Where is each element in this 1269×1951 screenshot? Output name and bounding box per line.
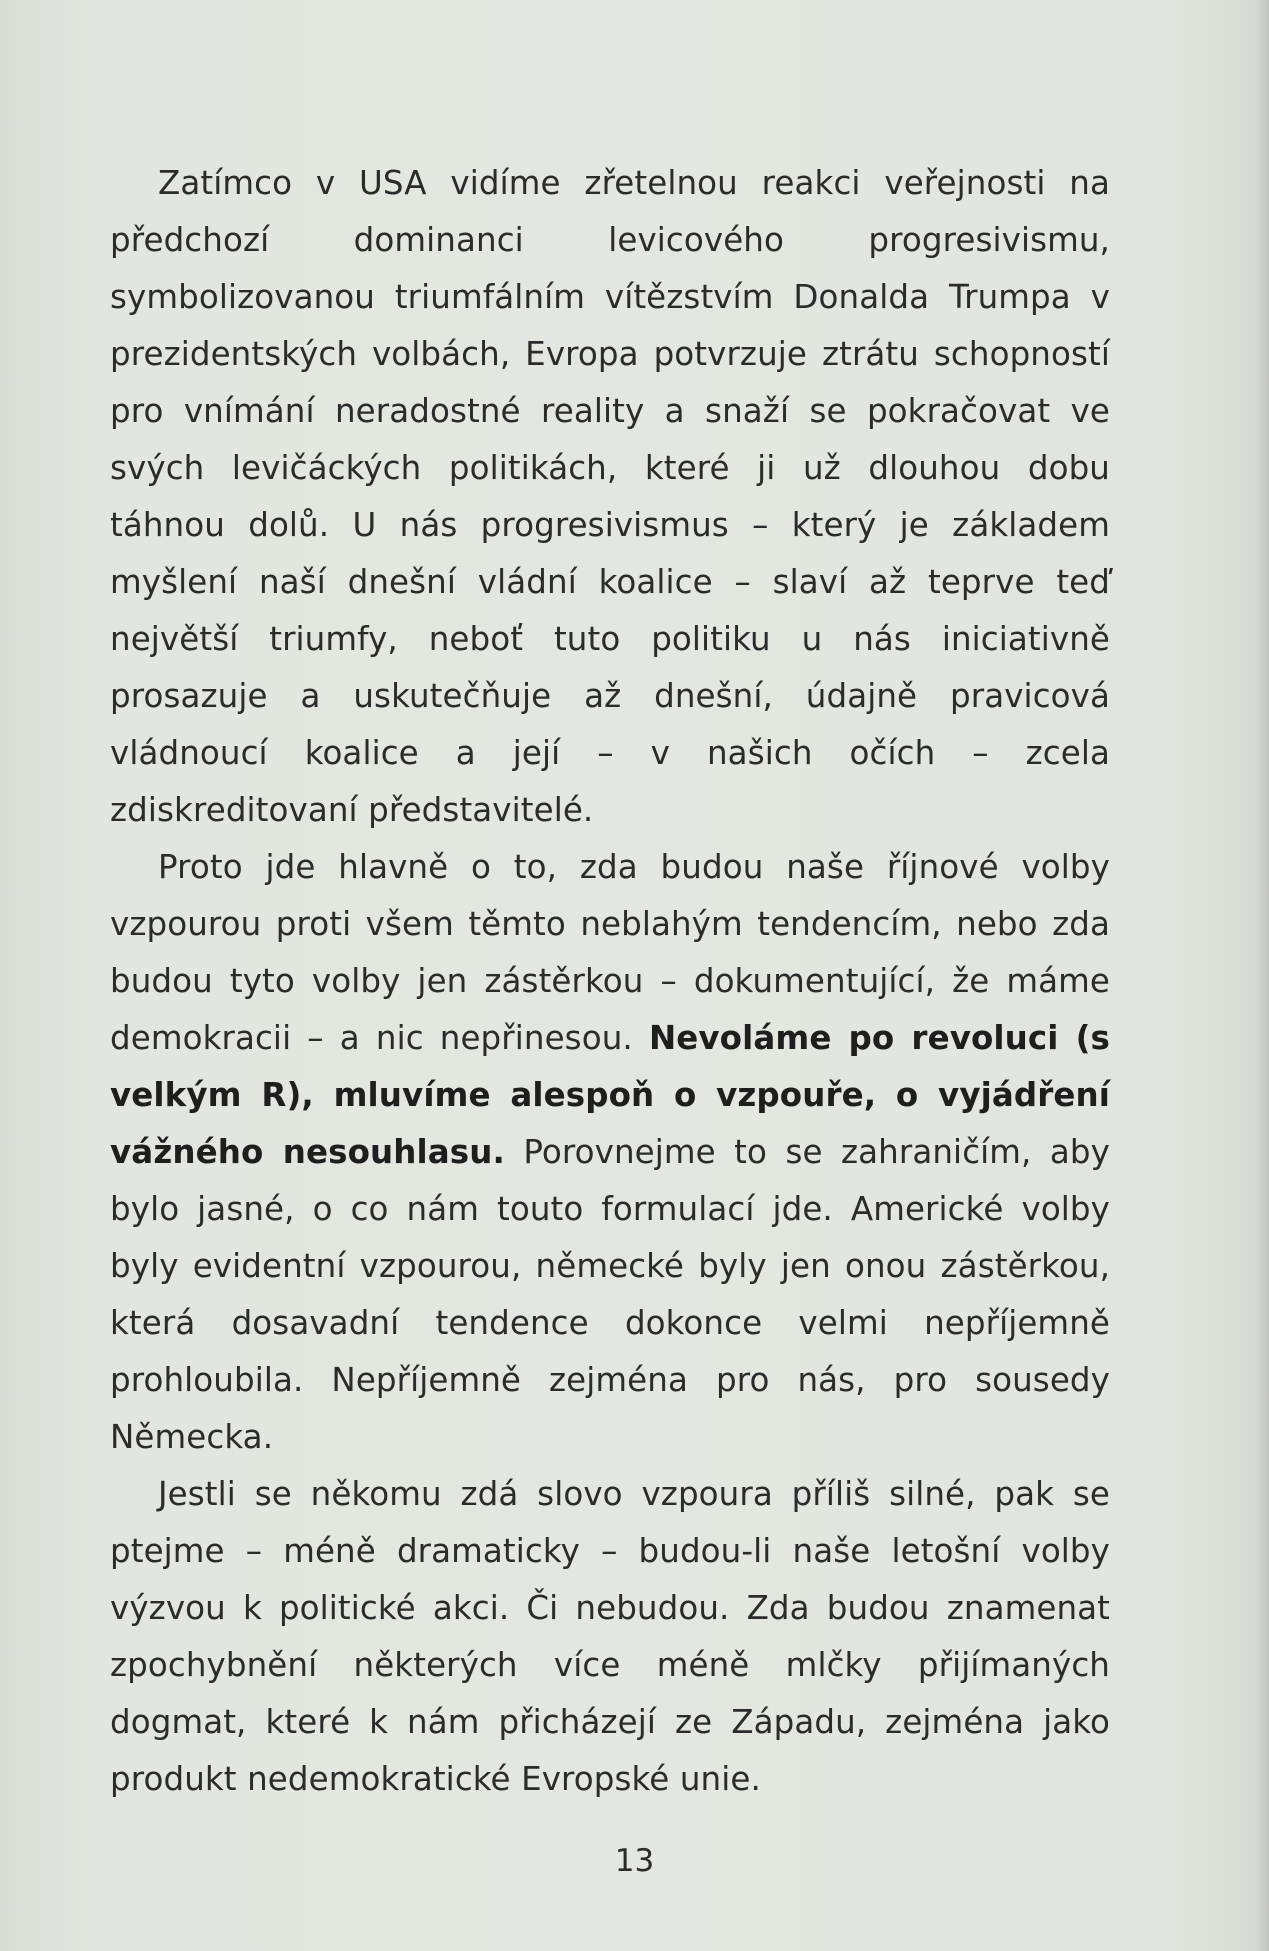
paragraph-2 xyxy=(110,839,1110,1466)
body-text xyxy=(110,155,1110,1808)
paragraph-2-text-start: Proto jde hlavně o to, zda budou naše říjnové volby vzpourou proti všem těmto neblahým tendencím, nebo zda budou tyto volby jen zástěrkou – dokumentující, že máme demokracii – a nic nepřinesou. xyxy=(110,848,1110,1057)
paragraph-2-bold-statement: Nevoláme po revoluci (s velkým R), mluvíme alespoň o vzpouře, o vyjádření vážného nesouhlasu. xyxy=(110,1019,1110,1171)
paragraph-3-text: Jestli se někomu zdá slovo vzpoura příliš silné, pak se ptejme – méně dramaticky – budou-li naše letošní volby výzvou k politické akci. Či nebudou. Zda budou znamenat zpochybnění některých více méně mlčky přijímaných dogmat, které k nám přicházejí ze Západu, zejména jako produkt nedemokratické Evropské unie. xyxy=(110,1475,1110,1798)
paragraph-1-text: Zatímco v USA vidíme zřetelnou reakci veřejnosti na předchozí dominanci levicového progresivismu, symbolizovanou triumfálním vítězstvím Donalda Trumpa v prezidentských volbách, Evropa potvrzuje ztrátu schopností pro vnímání neradostné reality a snaží se pokračovat ve svých levičáckých politikách, které ji už dlouhou dobu táhnou dolů. U nás progresivismus – který je základem myšlení naší dnešní vládní koalice – slaví až teprve teď největší triumfy, neboť tuto politiku u nás iniciativně prosazuje a uskutečňuje až dnešní, údajně pravicová vládnoucí koalice a její – v našich očích – zcela zdiskreditovaní představitelé. xyxy=(110,164,1110,829)
paragraph-1 xyxy=(110,155,1110,839)
paragraph-2-text-end: Porovnejme to se zahraničím, aby bylo jasné, o co nám touto formulací jde. Americké volby byly evidentní vzpourou, německé byly jen onou zástěrkou, která dosavadní tendence dokonce velmi nepříjemně prohloubila. Nepříjemně zejména pro nás, pro sousedy Německa. xyxy=(110,1133,1110,1456)
paragraph-3 xyxy=(110,1466,1110,1808)
page-number: 13 xyxy=(614,1843,655,1879)
